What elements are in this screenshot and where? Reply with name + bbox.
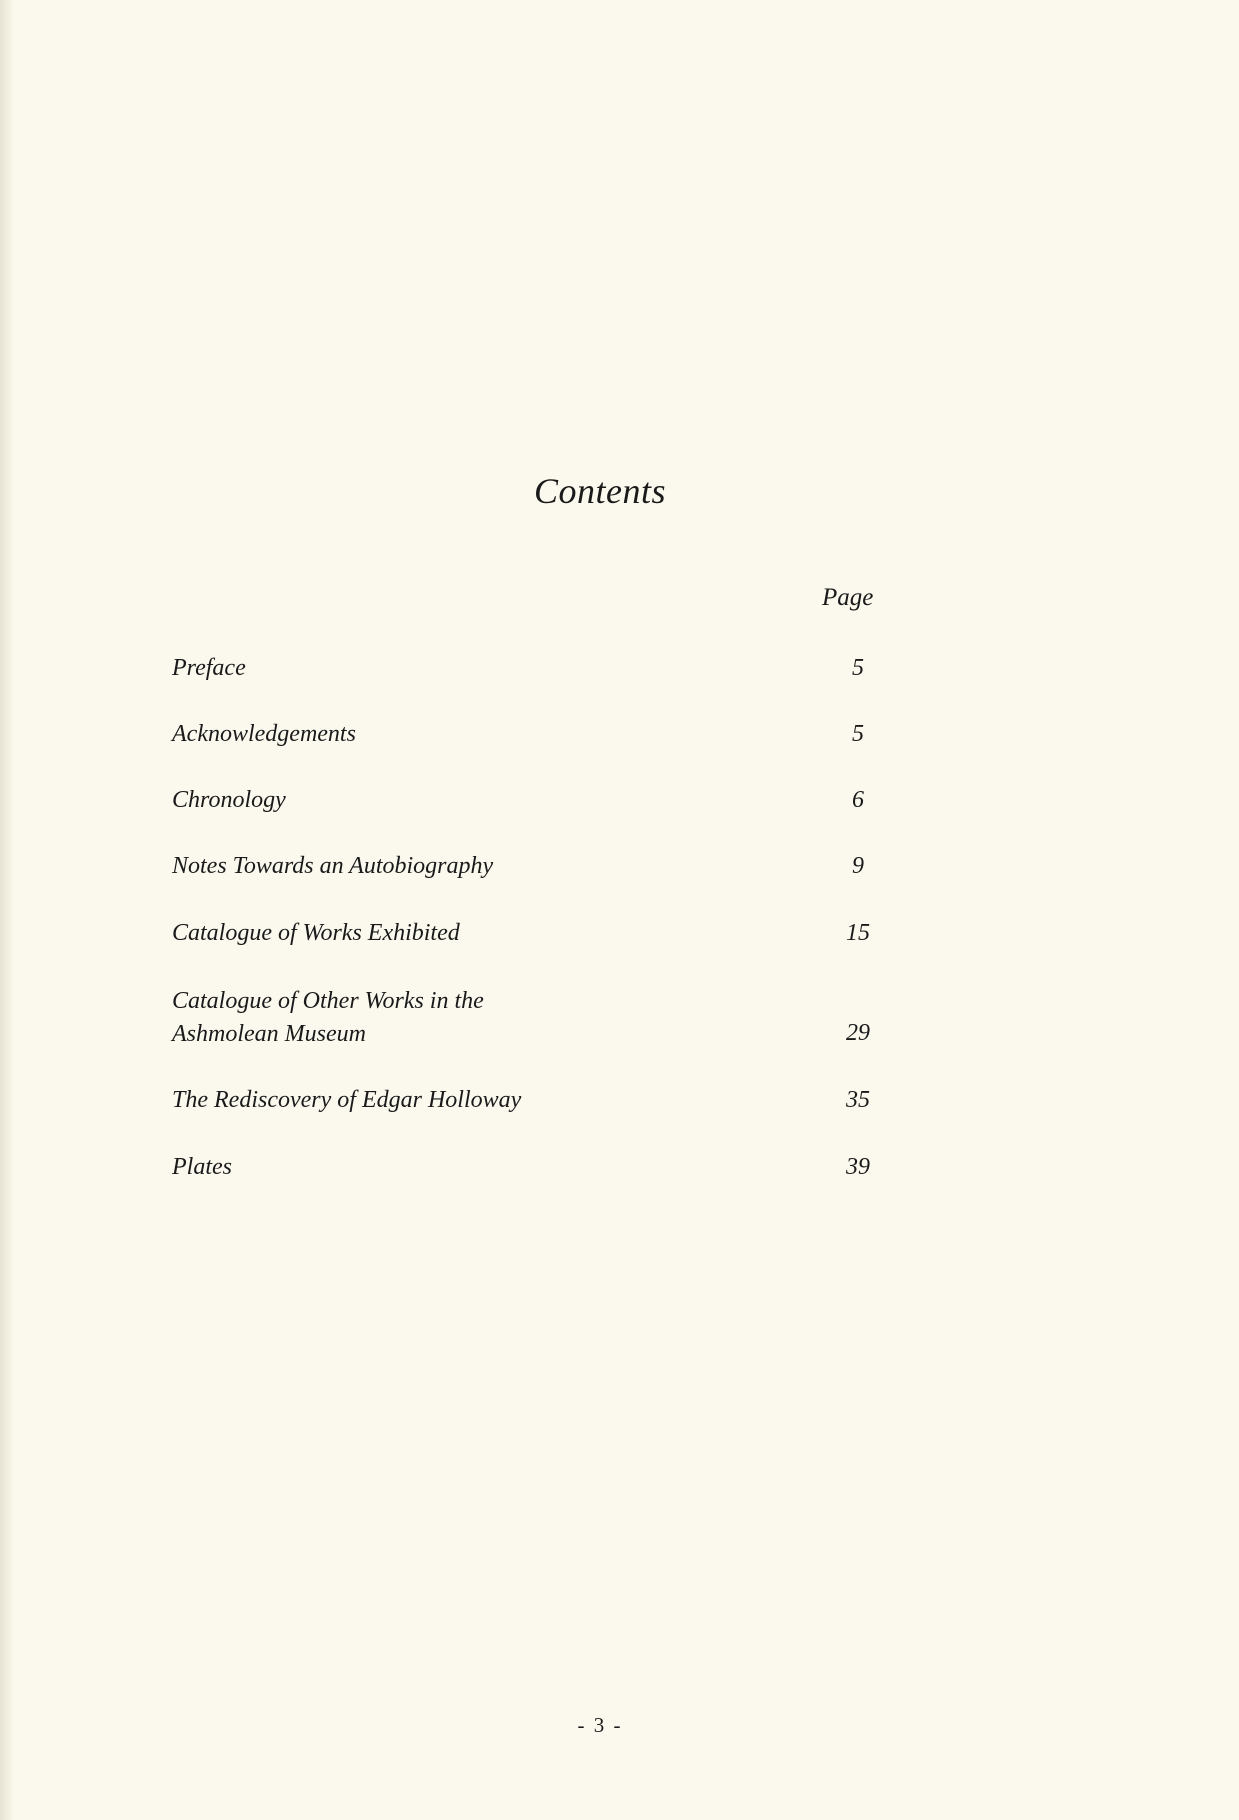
toc-entry-page: 6 bbox=[852, 787, 864, 813]
toc-entry-title[interactable] bbox=[172, 985, 872, 1051]
toc-entry-title-line: Catalogue of Works Exhibited bbox=[172, 920, 460, 946]
toc-entry-page: 9 bbox=[852, 853, 864, 879]
toc-entry-title[interactable] bbox=[172, 1084, 872, 1117]
toc-entry-page: 5 bbox=[852, 655, 864, 681]
toc-entry-title[interactable] bbox=[172, 1151, 872, 1184]
page-column-header: Page bbox=[822, 584, 874, 611]
toc-entry-title-line: Preface bbox=[172, 655, 246, 681]
page-number: - 3 - bbox=[577, 1713, 623, 1737]
toc-entry-page: 35 bbox=[846, 1087, 870, 1113]
toc-entry-page: 29 bbox=[846, 1020, 870, 1046]
toc-entry-title[interactable] bbox=[172, 718, 872, 751]
toc-entry-title-line: Plates bbox=[172, 1154, 232, 1180]
toc-entry-page: 15 bbox=[846, 920, 870, 946]
toc-entry-title-line: Chronology bbox=[172, 787, 286, 813]
toc-entry-page: 39 bbox=[846, 1154, 870, 1180]
page-title: Contents bbox=[533, 471, 666, 511]
toc-entry-title[interactable] bbox=[172, 850, 872, 883]
toc-entry-title[interactable] bbox=[172, 784, 872, 817]
toc-entry-page: 5 bbox=[852, 721, 864, 747]
toc-entry-title-line: Acknowledgements bbox=[172, 721, 356, 747]
toc-entry-title-line: Ashmolean Museum bbox=[172, 1021, 366, 1047]
toc-entry-title[interactable] bbox=[172, 652, 872, 685]
toc-entry-title-line: The Rediscovery of Edgar Holloway bbox=[172, 1087, 522, 1113]
toc-entry-title-line: Notes Towards an Autobiography bbox=[172, 853, 494, 879]
toc-entry-title-line: Catalogue of Other Works in the bbox=[172, 988, 484, 1014]
toc-entry-title[interactable] bbox=[172, 917, 872, 950]
